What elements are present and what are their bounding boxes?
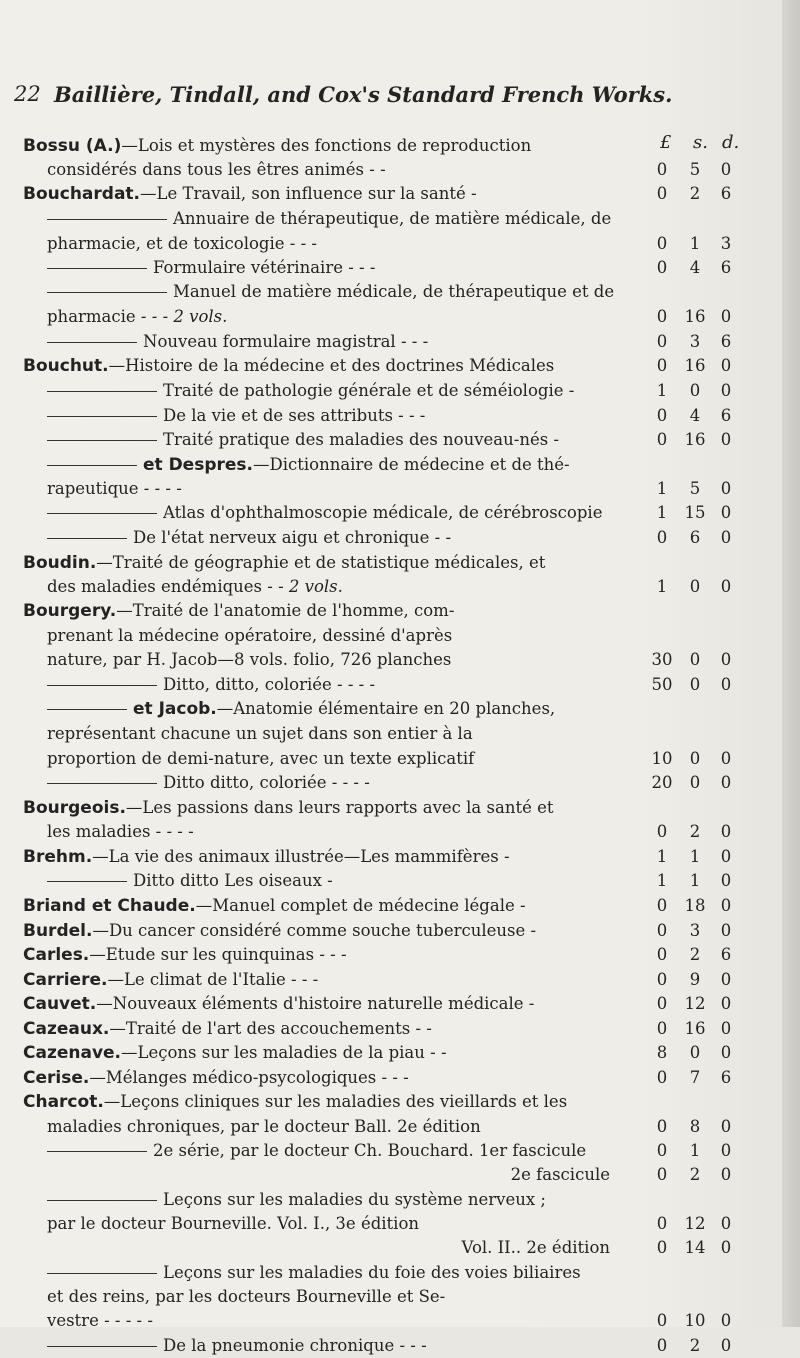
catalogue-line (47, 256, 375, 280)
catalogue-line (23, 943, 347, 967)
catalogue-line (23, 354, 554, 378)
price-shillings: 4 (689, 258, 701, 277)
entry-text: —Histoire de la médecine et des doctrines Médicales (108, 356, 555, 375)
author-name: Burdel. (23, 921, 93, 941)
catalogue-line (47, 771, 370, 795)
catalogue-line (47, 501, 602, 525)
ditto-dash (47, 1346, 157, 1347)
price-pence: 0 (720, 356, 732, 375)
author-name: Cerise. (23, 1068, 90, 1088)
entry-text: —Traité de l'art des accouchements - - (109, 1019, 432, 1038)
author-name: Cazenave. (23, 1043, 122, 1063)
price-pounds: 1 (656, 503, 668, 522)
price-pence: 0 (720, 1238, 732, 1257)
price-pounds: 1 (656, 871, 668, 890)
price-pounds: 0 (656, 307, 668, 326)
price-shillings: 8 (689, 1117, 701, 1136)
entry-text: Ditto ditto Les oiseaux - (133, 871, 333, 890)
price-shillings: 2 (689, 822, 701, 841)
price-shillings: 2 (689, 1165, 701, 1184)
catalogue-line (23, 968, 318, 992)
price-pence: 0 (720, 1141, 732, 1160)
pence-column-head: d. (722, 132, 740, 153)
price-shillings: 14 (684, 1238, 706, 1257)
price-pence: 0 (720, 650, 732, 669)
price-shillings: 3 (689, 921, 701, 940)
author-name: Briand et Chaude. (23, 896, 196, 916)
price-shillings: 6 (689, 528, 701, 547)
catalogue-line (47, 1188, 546, 1212)
page-number: 22 (14, 82, 41, 106)
entry-text: —Manuel complet de médecine légale - (195, 896, 526, 915)
price-shillings: 12 (684, 1214, 706, 1233)
price-shillings: 1 (689, 847, 701, 866)
price-shillings: 1 (689, 234, 701, 253)
price-shillings: 16 (684, 430, 706, 449)
price-shillings: 1 (689, 871, 701, 890)
ditto-dash (47, 268, 147, 269)
price-pounds: 1 (656, 479, 668, 498)
entry-text: Manuel de matière médicale, de thérapeutique et de (173, 282, 615, 301)
price-pence: 0 (720, 528, 732, 547)
author-name: et Jacob. (133, 699, 217, 719)
price-shillings: 0 (689, 650, 701, 669)
volume-note: 2 vols. (168, 307, 228, 326)
catalogue-line (47, 526, 451, 550)
catalogue-line (0, 1163, 610, 1187)
entry-text: des maladies endémiques - - (47, 577, 284, 596)
entry-text: proportion de demi-nature, avec un texte explicatif (47, 749, 475, 768)
price-pence: 0 (720, 871, 732, 890)
entry-text: Formulaire vétérinaire - - - (153, 258, 376, 277)
entry-text: —La vie des animaux illustrée—Les mammifères - (92, 847, 510, 866)
catalogue-line (47, 1309, 153, 1333)
catalogue-line (47, 404, 425, 428)
catalogue-line (47, 280, 614, 304)
entry-text: maladies chroniques, par le docteur Ball. 2e édition (47, 1117, 481, 1136)
price-shillings: 5 (689, 160, 701, 179)
price-pounds: 0 (656, 970, 668, 989)
price-pounds: 8 (656, 1043, 668, 1062)
ditto-dash (47, 1273, 157, 1274)
price-pounds: 0 (656, 332, 668, 351)
price-pence: 3 (720, 234, 732, 253)
price-pounds: 0 (656, 1336, 668, 1355)
price-pounds: 0 (656, 528, 668, 547)
entry-text: nature, par H. Jacob—8 vols. folio, 726 planches (47, 650, 452, 669)
price-pence: 0 (720, 1214, 732, 1233)
catalogue-line (47, 820, 194, 844)
price-shillings: 1 (689, 1141, 701, 1160)
ditto-dash (47, 1200, 157, 1201)
entry-text: —Le climat de l'Italie - - - (107, 970, 319, 989)
price-pounds: 0 (656, 822, 668, 841)
catalogue-line (47, 1261, 581, 1285)
price-pounds: 0 (656, 896, 668, 915)
price-shillings: 0 (689, 381, 701, 400)
entry-text: —Le Travail, son influence sur la santé - (140, 184, 477, 203)
price-shillings: 16 (684, 307, 706, 326)
price-pounds: 1 (656, 847, 668, 866)
price-shillings: 15 (684, 503, 706, 522)
catalogue-line (47, 697, 555, 721)
ditto-dash (47, 709, 127, 710)
entry-text: —Les passions dans leurs rapports avec la santé et (125, 798, 554, 817)
price-pounds: 0 (656, 258, 668, 277)
price-pounds: 0 (656, 1238, 668, 1257)
entry-text: —Dictionnaire de médecine et de thé- (253, 455, 570, 474)
entry-text: Ditto ditto, coloriée - - - - (163, 773, 370, 792)
price-shillings: 0 (689, 675, 701, 694)
ditto-dash (47, 391, 157, 392)
entry-text: rapeutique - - - - (47, 479, 182, 498)
entry-text: —Leçons sur les maladies de la piau - - (121, 1043, 447, 1062)
catalogue-line (47, 722, 473, 746)
catalogue-line (47, 453, 570, 477)
author-name: Bouchut. (23, 356, 109, 376)
price-pence: 0 (720, 1019, 732, 1038)
entry-text: —Etude sur les quinquinas - - - (89, 945, 347, 964)
price-pence: 6 (720, 332, 732, 351)
ditto-dash (47, 416, 157, 417)
price-pence: 0 (720, 970, 732, 989)
entry-text: représentant chacune un sujet dans son entier à la (47, 724, 473, 743)
entry-text: Ditto, ditto, coloriée - - - - (163, 675, 376, 694)
ditto-dash (47, 342, 137, 343)
price-pence: 6 (720, 945, 732, 964)
pounds-column-head: £ (660, 132, 672, 153)
price-pence: 0 (720, 749, 732, 768)
catalogue-line (23, 796, 553, 820)
price-pounds: 30 (651, 650, 673, 669)
entry-text: pharmacie, et de toxicologie - - - (47, 234, 317, 253)
catalogue-line (23, 845, 510, 869)
entry-text: Leçons sur les maladies du système nerveux ; (163, 1190, 546, 1209)
ditto-dash (47, 685, 157, 686)
price-shillings: 4 (689, 406, 701, 425)
entry-text: De l'état nerveux aigu et chronique - - (133, 528, 452, 547)
price-pounds: 0 (656, 1214, 668, 1233)
catalogue-line (23, 1066, 409, 1090)
ditto-dash (47, 465, 137, 466)
price-pence: 0 (720, 577, 732, 596)
price-shillings: 18 (684, 896, 706, 915)
price-pence: 0 (720, 1336, 732, 1355)
ditto-dash (47, 440, 157, 441)
entry-text: 2e série, par le docteur Ch. Bouchard. 1er fascicule (153, 1141, 587, 1160)
price-pounds: 0 (656, 1117, 668, 1136)
entry-text: Annuaire de thérapeutique, de matière médicale, de (173, 209, 612, 228)
entry-text: —Leçons cliniques sur les maladies des vieillards et les (103, 1092, 568, 1111)
price-shillings: 7 (689, 1068, 701, 1087)
catalogue-line (47, 1334, 427, 1358)
entry-text: par le docteur Bourneville. Vol. I., 3e édition (47, 1214, 420, 1233)
catalogue-line (47, 158, 386, 182)
entry-text: De la vie et de ses attributs - - - (163, 406, 426, 425)
running-title: Baillière, Tindall, and Cox's Standard French Works. (54, 82, 673, 107)
price-pence: 0 (720, 896, 732, 915)
entry-text: Traité pratique des maladies des nouveau-nés - (163, 430, 560, 449)
catalogue-line (47, 477, 182, 501)
catalogue-line (23, 134, 531, 158)
author-name: Cauvet. (23, 994, 97, 1014)
price-shillings: 2 (689, 1336, 701, 1355)
catalogue-line (47, 869, 333, 893)
entry-text: Nouveau formulaire magistral - - - (143, 332, 429, 351)
author-name: Bourgery. (23, 601, 117, 621)
price-pounds: 0 (656, 160, 668, 179)
entry-text: Leçons sur les maladies du foie des voies biliaires (163, 1263, 581, 1282)
price-shillings: 0 (689, 749, 701, 768)
author-name: Boudin. (23, 553, 97, 573)
price-pence: 0 (720, 847, 732, 866)
price-shillings: 12 (684, 994, 706, 1013)
catalogue-line (23, 992, 534, 1016)
entry-text: —Lois et mystères des fonctions de reproduction (121, 136, 532, 155)
catalogue-line (23, 1041, 447, 1065)
entry-text: les maladies - - - - (47, 822, 194, 841)
price-shillings: 9 (689, 970, 701, 989)
volume-note: 2 vols. (283, 577, 343, 596)
price-pence: 0 (720, 479, 732, 498)
price-shillings: 16 (684, 1019, 706, 1038)
catalogue-line (23, 551, 545, 575)
entry-text: et des reins, par les docteurs Bourneville et Se- (47, 1287, 446, 1306)
price-pounds: 1 (656, 577, 668, 596)
author-name: Cazeaux. (23, 1019, 110, 1039)
ditto-dash (47, 513, 157, 514)
price-shillings: 3 (689, 332, 701, 351)
price-pence: 0 (720, 1117, 732, 1136)
price-shillings: 5 (689, 479, 701, 498)
catalogue-line (23, 894, 526, 918)
catalogue-line (47, 624, 452, 648)
catalogue-line (23, 1090, 567, 1114)
ditto-dash (47, 783, 157, 784)
price-pounds: 1 (656, 381, 668, 400)
price-pounds: 20 (651, 773, 673, 792)
entry-text: —Traité de géographie et de statistique médicales, et (96, 553, 546, 572)
price-shillings: 2 (689, 945, 701, 964)
author-name: Charcot. (23, 1092, 104, 1112)
entry-text: —Anatomie élémentaire en 20 planches, (216, 699, 556, 718)
entry-text: prenant la médecine opératoire, dessiné d'après (47, 626, 453, 645)
price-pence: 0 (720, 675, 732, 694)
entry-text: pharmacie - - - (47, 307, 169, 326)
catalogue-line (0, 1236, 610, 1260)
catalogue-line (47, 1139, 586, 1163)
price-pence: 0 (720, 503, 732, 522)
price-pence: 0 (720, 994, 732, 1013)
price-pence: 0 (720, 307, 732, 326)
price-pounds: 0 (656, 406, 668, 425)
price-pounds: 0 (656, 184, 668, 203)
ditto-dash (47, 538, 127, 539)
ditto-dash (47, 219, 167, 220)
entry-text: considérés dans tous les êtres animés - - (47, 160, 386, 179)
ditto-dash (47, 881, 127, 882)
catalogue-line (23, 182, 477, 206)
author-name: Bouchardat. (23, 184, 140, 204)
price-pence: 0 (720, 773, 732, 792)
entry-text: vestre - - - - - (47, 1311, 153, 1330)
price-pounds: 10 (651, 749, 673, 768)
price-shillings: 2 (689, 184, 701, 203)
catalogue-line (47, 747, 474, 771)
price-pounds: 0 (656, 430, 668, 449)
price-pounds: 0 (656, 1068, 668, 1087)
catalogue-line (47, 379, 574, 403)
price-pounds: 0 (656, 356, 668, 375)
ditto-dash (47, 292, 167, 293)
price-pounds: 0 (656, 1141, 668, 1160)
price-pounds: 50 (651, 675, 673, 694)
price-pence: 0 (720, 921, 732, 940)
price-shillings: 10 (684, 1311, 706, 1330)
catalogue-line (47, 575, 343, 599)
price-pence: 0 (720, 430, 732, 449)
catalogue-line (23, 1017, 432, 1041)
price-shillings: 16 (684, 356, 706, 375)
catalogue-line (23, 599, 454, 623)
entry-text: Atlas d'ophthalmoscopie médicale, de cérébroscopie (163, 503, 603, 522)
price-pence: 0 (720, 381, 732, 400)
ditto-dash (47, 1151, 147, 1152)
price-pounds: 0 (656, 921, 668, 940)
price-pence: 0 (720, 160, 732, 179)
entry-text: —Nouveaux éléments d'histoire naturelle médicale - (96, 994, 535, 1013)
author-name: Bourgeois. (23, 798, 126, 818)
shillings-column-head: s. (693, 132, 708, 153)
price-pence: 6 (720, 406, 732, 425)
price-shillings: 0 (689, 773, 701, 792)
catalogue-line (47, 1115, 481, 1139)
entry-text: De la pneumonie chronique - - - (163, 1336, 427, 1355)
entry-text: —Traité de l'anatomie de l'homme, com- (116, 601, 455, 620)
price-pence: 0 (720, 1043, 732, 1062)
entry-text: 2e fascicule (510, 1165, 610, 1184)
price-pounds: 0 (656, 1311, 668, 1330)
entry-text: Vol. II.. 2e édition (461, 1238, 610, 1257)
catalogue-line (23, 919, 536, 943)
catalogue-line (47, 1285, 445, 1309)
price-pounds: 0 (656, 234, 668, 253)
price-pounds: 0 (656, 945, 668, 964)
entry-text: Traité de pathologie générale et de séméiologie - (163, 381, 575, 400)
author-name: Bossu (A.) (23, 136, 122, 156)
author-name: et Despres. (143, 455, 253, 475)
price-shillings: 0 (689, 1043, 701, 1062)
price-pence: 0 (720, 1311, 732, 1330)
price-pounds: 0 (656, 994, 668, 1013)
catalogue-line (47, 428, 559, 452)
entry-text: —Du cancer considéré comme souche tuberculeuse - (92, 921, 537, 940)
price-pounds: 0 (656, 1165, 668, 1184)
author-name: Brehm. (23, 847, 93, 867)
price-pence: 6 (720, 258, 732, 277)
price-pounds: 0 (656, 1019, 668, 1038)
entry-text: —Mélanges médico-psycologiques - - - (89, 1068, 409, 1087)
catalogue-line (47, 330, 428, 354)
catalogue-line (47, 305, 227, 329)
price-pence: 6 (720, 1068, 732, 1087)
price-pence: 6 (720, 184, 732, 203)
price-pence: 0 (720, 1165, 732, 1184)
catalogue-line (47, 232, 317, 256)
catalogue-line (47, 648, 451, 672)
author-name: Carriere. (23, 970, 108, 990)
catalogue-line (47, 1212, 419, 1236)
author-name: Carles. (23, 945, 90, 965)
catalogue-line (47, 207, 611, 231)
price-shillings: 0 (689, 577, 701, 596)
price-pence: 0 (720, 822, 732, 841)
catalogue-line (47, 673, 375, 697)
